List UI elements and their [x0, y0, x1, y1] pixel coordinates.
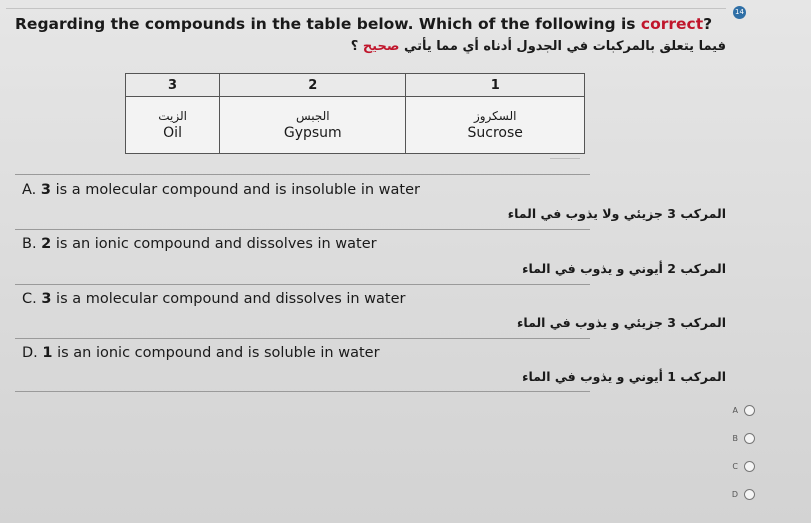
option-d-english: [22, 345, 380, 361]
option-d-arabic: المركب 1 أيوني و يذوب في الماء: [522, 369, 726, 384]
choice-c[interactable]: [732, 461, 755, 472]
choice-label: B: [732, 434, 738, 443]
option-b-english: [22, 236, 377, 252]
compound-name-english: Gypsum: [283, 125, 342, 141]
table-row: [126, 97, 585, 154]
option-divider: [15, 284, 590, 285]
option-letter: C.: [22, 291, 37, 307]
top-divider: [6, 8, 726, 9]
option-number: 2: [41, 236, 52, 252]
compound-name-english: Sucrose: [467, 125, 523, 141]
option-number: 3: [40, 182, 51, 198]
option-a-english: [22, 182, 420, 198]
table-cell: [220, 97, 406, 154]
option-number: 3: [41, 291, 52, 307]
choice-label: D: [731, 490, 738, 499]
table-cell: [406, 97, 585, 154]
option-text: is an ionic compound and dissolves in water: [51, 236, 377, 252]
question-en-suffix: ?: [703, 15, 713, 33]
question-en-prefix: Regarding the compounds in the table below. Which of the following is: [15, 15, 641, 33]
question-text-arabic: [351, 39, 726, 54]
choice-b[interactable]: [733, 433, 756, 444]
question-ar-suffix: ؟: [350, 39, 363, 54]
question-ar-highlight: صحيح: [362, 39, 400, 54]
option-letter: B.: [22, 236, 37, 252]
option-text: is a molecular compound and is insoluble in water: [50, 182, 420, 198]
question-ar-prefix: فيما يتعلق بالمركبات في الجدول أدناه أي مما يأتي: [399, 39, 726, 54]
choice-d[interactable]: [732, 489, 755, 500]
option-letter: D.: [22, 345, 38, 361]
table-header-cell: 2: [220, 74, 406, 97]
compound-name-arabic: الزيت: [158, 109, 187, 123]
option-letter: A.: [22, 182, 37, 198]
table-cell: [126, 97, 220, 154]
compounds-table: [125, 73, 585, 154]
option-divider: [15, 338, 590, 339]
option-divider: [15, 174, 590, 175]
table-header-cell: 3: [126, 74, 220, 97]
option-c-arabic: المركب 3 جزيئي و يذوب في الماء: [517, 315, 726, 330]
option-divider: [15, 229, 590, 230]
choice-label: C: [732, 462, 738, 471]
table-header-cell: 1: [406, 74, 585, 97]
option-text: is an ionic compound and is soluble in water: [52, 345, 380, 361]
option-c-english: [22, 291, 406, 307]
option-text: is a molecular compound and dissolves in water: [51, 291, 406, 307]
radio-button[interactable]: [744, 489, 755, 500]
choice-label: A: [732, 406, 738, 415]
radio-button[interactable]: [744, 461, 755, 472]
table-underline: [550, 158, 580, 159]
compound-name-arabic: السكروز: [473, 109, 517, 123]
radio-button[interactable]: [744, 433, 755, 444]
option-b-arabic: المركب 2 أيوني و يذوب في الماء: [522, 261, 726, 276]
radio-button[interactable]: [744, 405, 755, 416]
table-header-row: [126, 74, 585, 97]
question-text-english: [15, 15, 712, 33]
option-divider: [15, 391, 590, 392]
option-number: 1: [42, 345, 53, 361]
compound-name-arabic: الجبس: [295, 109, 330, 123]
question-en-highlight: correct: [640, 15, 704, 33]
question-number-badge: 14: [733, 6, 746, 19]
compound-name-english: Oil: [163, 125, 182, 141]
option-a-arabic: المركب 3 جزيئي ولا يذوب في الماء: [507, 206, 726, 221]
choice-a[interactable]: [733, 405, 755, 416]
